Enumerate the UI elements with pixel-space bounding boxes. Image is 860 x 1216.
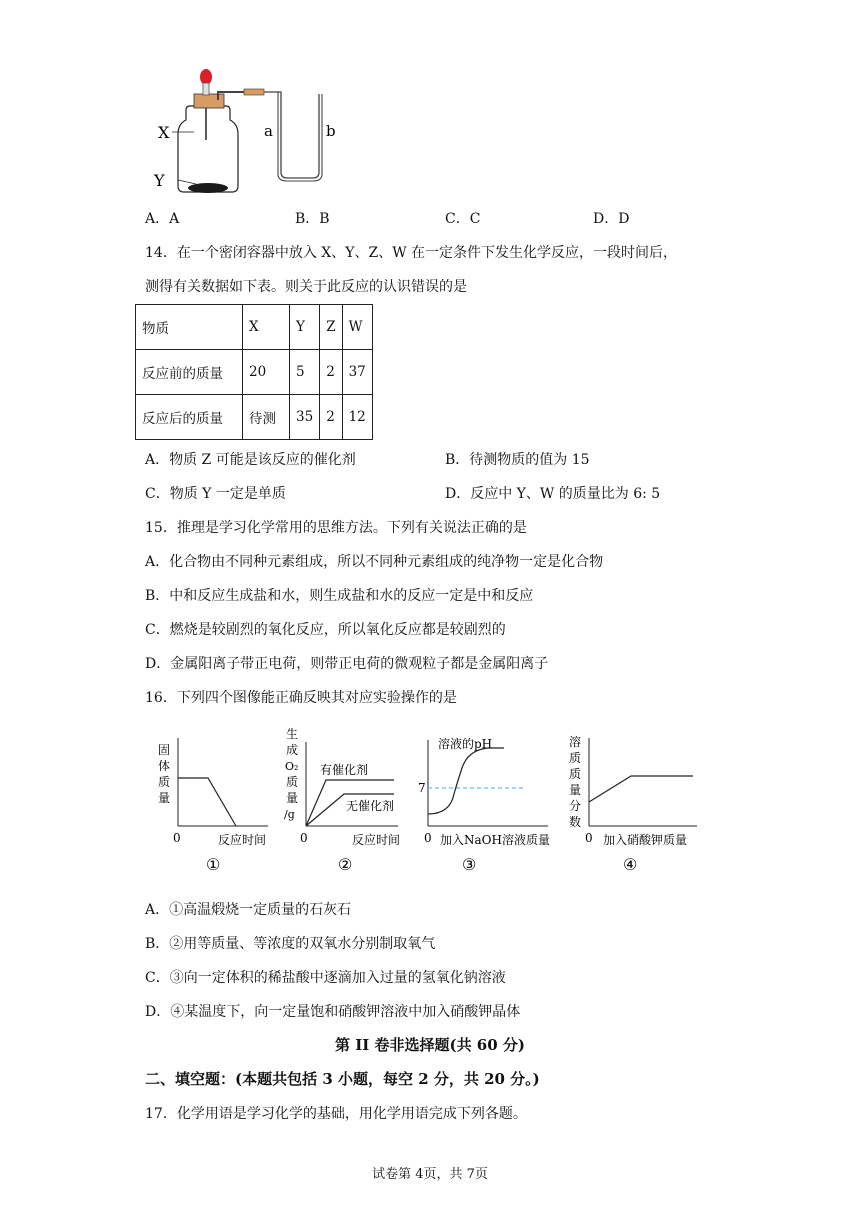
- q15-stem: 15．推理是学习化学常用的思维方法。下列有关说法正确的是: [145, 520, 527, 536]
- table-header-row: [136, 305, 373, 350]
- q16-option-d: D．④某温度下，向一定量饱和硝酸钾溶液中加入硝酸钾晶体: [145, 1004, 521, 1020]
- graph1-ylabel-char: 固: [158, 743, 171, 757]
- graph1-origin: 0: [173, 831, 181, 845]
- label-x: X: [158, 123, 170, 142]
- graph4-ylabel-char: 数: [569, 815, 582, 829]
- graph2-xlabel: 反应时间: [352, 833, 401, 847]
- table-row: [136, 350, 373, 395]
- q13-option-d: D．D: [593, 211, 630, 227]
- section-title: 第 II 卷非选择题(共 60 分): [335, 1036, 525, 1054]
- table-cell: 35: [290, 395, 320, 440]
- q14-stem-line1: 14．在一个密闭容器中放入 X、Y、Z、W 在一定条件下发生化学反应，一段时间后，: [145, 245, 678, 261]
- graph2-ylabel-char: /g: [284, 808, 295, 821]
- graph4-ylabel-char: 溶: [569, 735, 582, 749]
- table-cell: W: [342, 305, 372, 350]
- table-row: [136, 395, 373, 440]
- q14-data-table: [135, 304, 373, 440]
- graph4-number: ④: [623, 855, 638, 874]
- graph2-ylabel-char: O₂: [285, 760, 299, 773]
- table-cell: 反应后的质量: [136, 395, 243, 440]
- table-cell: X: [243, 305, 290, 350]
- graph3-curve: [428, 748, 504, 814]
- graph4-ylabel-char: 质: [569, 767, 582, 781]
- label-b: b: [326, 122, 336, 140]
- q16-option-b: B．②用等质量、等浓度的双氧水分别制取氧气: [145, 936, 436, 952]
- q15-option-b: B．中和反应生成盐和水，则生成盐和水的反应一定是中和反应: [145, 588, 534, 604]
- q14-option-c: C．物质 Y 一定是单质: [145, 486, 286, 502]
- graph1-number: ①: [206, 855, 221, 874]
- graph2-origin: 0: [300, 831, 308, 845]
- table-cell: 5: [290, 350, 320, 395]
- q13-option-b: B．B: [295, 211, 330, 227]
- table-cell: 反应前的质量: [136, 350, 243, 395]
- q15-option-d: D．金属阳离子带正电荷，则带正电荷的微观粒子都是金属阳离子: [145, 656, 549, 672]
- q14-option-a: A．物质 Z 可能是该反应的催化剂: [145, 452, 356, 468]
- graph4-ylabel-char: 分: [569, 799, 582, 813]
- graph2-ylabel-char: 量: [286, 791, 299, 805]
- graph2-curve-label: 有催化剂: [320, 763, 369, 777]
- table-cell: 2: [320, 350, 342, 395]
- graph1-xlabel: 反应时间: [218, 833, 267, 847]
- graph-4: [565, 730, 705, 878]
- graph-1: [150, 728, 280, 878]
- graph2-ylabel-char: 成: [286, 743, 299, 757]
- graph1-curve: [178, 778, 236, 826]
- graph4-ylabel-char: 质: [569, 751, 582, 765]
- table-cell: 37: [342, 350, 372, 395]
- q14-stem-line2: 测得有关数据如下表。则关于此反应的认识错误的是: [145, 279, 467, 295]
- graph1-ylabel-char: 体: [158, 759, 171, 773]
- table-cell: Y: [290, 305, 320, 350]
- graph2-ylabel-char: 质: [286, 775, 299, 789]
- q16-option-c: C．③向一定体积的稀盐酸中逐滴加入过量的氢氧化钠溶液: [145, 970, 506, 986]
- q13-option-a: A．A: [145, 211, 180, 227]
- label-y: Y: [154, 171, 165, 190]
- q14-option-d: D．反应中 Y、W 的质量比为 6: 5: [445, 486, 661, 502]
- graph3-tick-7: 7: [418, 781, 426, 795]
- table-cell: Z: [320, 305, 342, 350]
- graph2-number: ②: [338, 855, 353, 874]
- graph4-curve: [589, 776, 693, 802]
- label-a: a: [264, 122, 273, 140]
- graph4-origin: 0: [585, 831, 593, 845]
- graph4-ylabel-char: 量: [569, 783, 582, 797]
- page-footer: 试卷第 4页，共 7页: [372, 1167, 488, 1182]
- graph3-origin: 0: [424, 831, 432, 845]
- table-cell: 待测: [243, 395, 290, 440]
- q17-stem: 17．化学用语是学习化学的基础，用化学用语完成下列各题。: [145, 1106, 527, 1122]
- q16-option-a: A．①高温煅烧一定质量的石灰石: [145, 902, 352, 918]
- table-cell: 20: [243, 350, 290, 395]
- graph-2: [282, 722, 412, 878]
- q15-option-a: A．化合物由不同种元素组成，所以不同种元素组成的纯净物一定是化合物: [145, 554, 604, 570]
- graph2-ylabel-char: 生: [286, 727, 299, 741]
- graph2-curve-label: 无催化剂: [346, 799, 395, 813]
- table-cell: 2: [320, 395, 342, 440]
- graph3-ylabel: 溶液的pH: [438, 737, 493, 751]
- q15-option-c: C．燃烧是较剧烈的氧化反应，所以氧化反应都是较剧烈的: [145, 622, 506, 638]
- graph3-xlabel: 加入NaOH溶液质量: [440, 833, 550, 847]
- part2-heading: 二、填空题：(本题共包括 3 小题，每空 2 分，共 20 分。): [145, 1070, 540, 1088]
- graph4-xlabel: 加入硝酸钾质量: [603, 833, 688, 847]
- q16-stem: 16．下列四个图像能正确反映其对应实验操作的是: [145, 690, 457, 706]
- graph1-ylabel-char: 量: [158, 791, 171, 805]
- q13-option-c: C．C: [445, 211, 481, 227]
- graph1-ylabel-char: 质: [158, 775, 171, 789]
- q14-option-b: B．待测物质的值为 15: [445, 452, 590, 468]
- graph3-number: ③: [462, 855, 477, 874]
- table-cell: 物质: [136, 305, 243, 350]
- table-cell: 12: [342, 395, 372, 440]
- graph-3: [412, 728, 562, 878]
- apparatus-figure: [150, 62, 350, 202]
